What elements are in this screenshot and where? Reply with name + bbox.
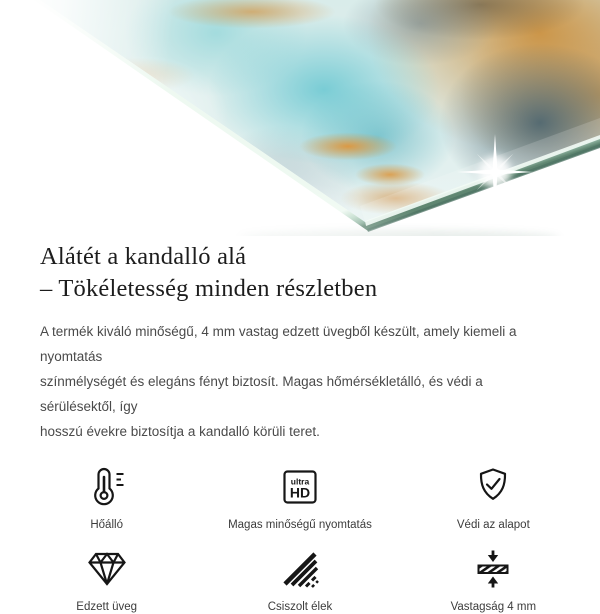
feature-label: Edzett üveg — [76, 601, 138, 613]
diamond-icon — [85, 547, 129, 591]
ultra-hd-icon — [278, 465, 322, 509]
feature-grid — [0, 465, 600, 614]
product-description-block — [0, 236, 600, 444]
feature-label: Magas minőségű nyomtatás — [228, 519, 372, 531]
glass-thickness-edge — [34, 0, 600, 231]
title-line-1: Alátét a kandalló alá — [40, 243, 247, 270]
feature-thickness — [397, 547, 590, 614]
description-line: hosszú évekre biztosítja a kandalló körüli teret. — [40, 424, 320, 439]
feature-tempered-glass — [10, 547, 203, 614]
feature-polished-edges — [203, 547, 396, 614]
title-line-2: – Tökéletesség minden részletben — [40, 275, 378, 302]
feature-label: Csiszolt élek — [267, 601, 333, 613]
feature-heat-resistant — [10, 465, 203, 532]
page-title — [40, 236, 560, 305]
product-image — [0, 0, 600, 236]
hd-label: HD — [289, 484, 311, 501]
glass-edge-lip — [367, 144, 600, 232]
feature-label: Védi az alapot — [456, 519, 530, 531]
feature-print-quality — [203, 465, 396, 532]
feature-protects-base — [397, 465, 590, 532]
sparkle-glint-icon — [457, 134, 533, 210]
thickness-compress-icon — [471, 547, 515, 591]
panel-shadow — [240, 230, 560, 236]
feature-label: Vastagság 4 mm — [450, 601, 537, 613]
glass-edge-graphic — [0, 0, 600, 236]
ultra-label: ultra — [290, 476, 310, 487]
polished-edges-icon — [278, 547, 322, 591]
description-line: A termék kiváló minőségű, 4 mm vastag edzett üvegből készült, amely kiemeli a nyomtatás — [40, 324, 517, 364]
shield-check-icon — [471, 465, 515, 509]
thermometer-icon — [85, 465, 129, 509]
description-line: színmélységét és elegáns fényt biztosít. Magas hőmérsékletálló, és védi a sérülésektől, így — [40, 374, 483, 414]
product-description-text — [40, 319, 560, 444]
feature-label: Hőálló — [90, 519, 123, 531]
